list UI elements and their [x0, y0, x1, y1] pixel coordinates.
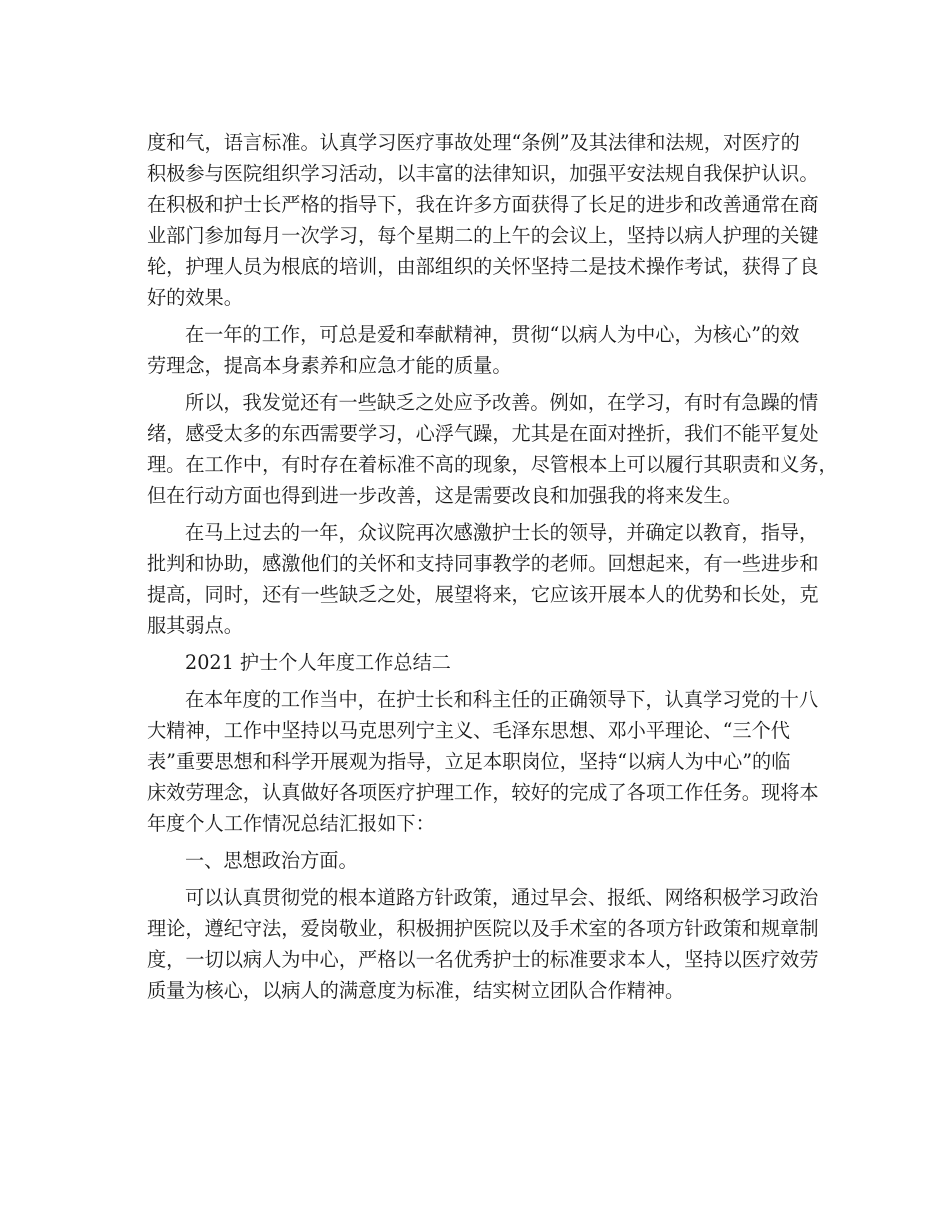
heading-line: 一、思想政治方面。 [185, 849, 358, 872]
text-line: 业部门参加每月一次学习，每个星期二的上午的会议上，坚持以病人护理的关键 [147, 224, 819, 247]
text-line: 批判和协助，感激他们的关怀和支持同事教学的老师。回想起来，有一些进步和 [147, 552, 819, 575]
text-line: 但在行动方面也得到进一步改善，这是需要改良和加强我的将来发生。 [147, 484, 742, 507]
text-line: 所以，我发觉还有一些缺乏之处应予改善。例如，在学习，有时有急躁的情 [185, 391, 819, 414]
text-line: 床效劳理念，认真做好各项医疗护理工作，较好的完成了各项工作任务。现将本 [147, 781, 819, 804]
text-line: 积极参与医院组织学习活动，以丰富的法律知识，加强平安法规自我保护认识。 [147, 162, 819, 185]
document-body [147, 127, 838, 1012]
text-line: 在马上过去的一年，众议院再次感激护士长的领导，并确定以教育，指导， [185, 521, 819, 544]
subsection-heading [147, 845, 807, 876]
text-line: 理论，遵纪守法，爱岗敬业，积极拥护医院以及手术室的各项方针政策和规章制 [147, 917, 819, 940]
text-line: 劳理念，提高本身素养和应急才能的质量。 [147, 354, 512, 377]
paragraph [147, 127, 819, 313]
paragraph [147, 684, 819, 839]
text-line: 在本年度的工作当中，在护士长和科主任的正确领导下，认真学习党的十八 [185, 688, 819, 711]
paragraph [147, 319, 807, 381]
text-line: 在一年的工作，可总是爱和奉献精神，贯彻“以病人为中心，为核心”的效 [185, 323, 800, 346]
heading-line: 2021 护士个人年度工作总结二 [185, 651, 451, 674]
paragraph [147, 387, 838, 511]
paragraph [147, 517, 819, 641]
text-line: 轮，护理人员为根底的培训，由部组织的关怀坚持二是技术操作考试，获得了良 [147, 255, 819, 278]
text-line: 度，一切以病人为中心，严格以一名优秀护士的标准要求本人，坚持以医疗效劳 [147, 948, 819, 971]
text-line: 可以认真贯彻党的根本道路方针政策，通过早会、报纸、网络积极学习政治 [185, 886, 819, 909]
text-line: 好的效果。 [147, 286, 243, 309]
text-line: 绪，感受太多的东西需要学习，心浮气躁，尤其是在面对挫折，我们不能平复处 [147, 422, 819, 445]
paragraph [147, 882, 819, 1006]
text-line: 提高，同时，还有一些缺乏之处，展望将来，它应该开展本人的优势和长处，克 [147, 583, 819, 606]
text-line: 大精神，工作中坚持以马克思列宁主义、毛泽东思想、邓小平理论、“三个代 [147, 719, 790, 742]
text-line: 表”重要思想和科学开展观为指导，立足本职岗位，坚持“以病人为中心”的临 [147, 750, 791, 773]
section-heading [147, 647, 807, 678]
text-line: 在积极和护士长严格的指导下，我在许多方面获得了长足的进步和改善通常在商 [147, 193, 819, 216]
text-line: 年度个人工作情况总结汇报如下： [147, 812, 435, 835]
text-line: 质量为核心，以病人的满意度为标准，结实树立团队合作精神。 [147, 979, 685, 1002]
text-line: 度和气，语言标准。认真学习医疗事故处理“条例”及其法律和法规，对医疗的 [147, 131, 800, 154]
text-line: 理。在工作中，有时存在着标准不高的现象，尽管根本上可以履行其职责和义务， [147, 453, 838, 476]
text-line: 服其弱点。 [147, 614, 243, 637]
